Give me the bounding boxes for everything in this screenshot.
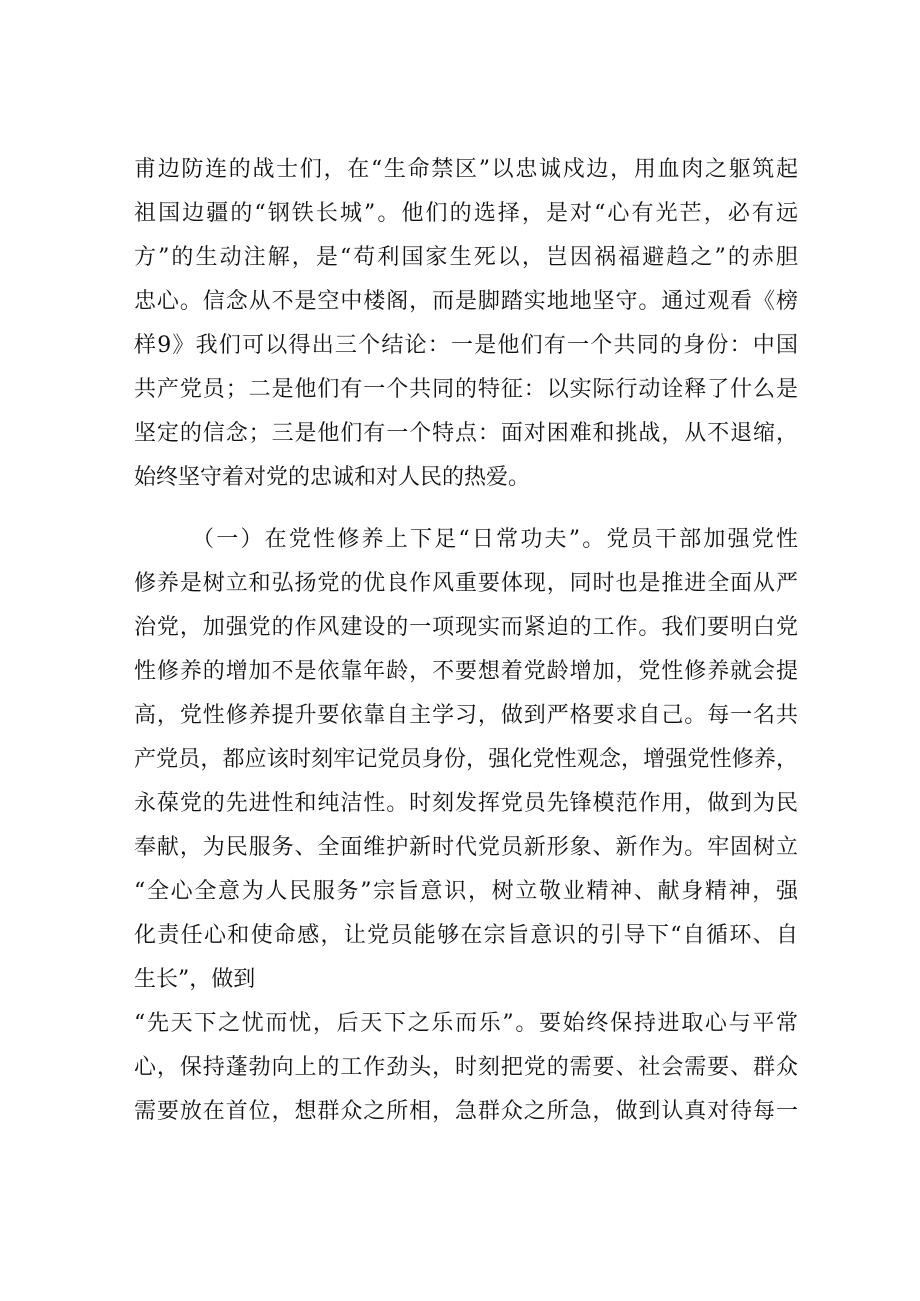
paragraph-line: 永葆党的先进性和纯洁性。时刻发挥党员先锋模范作用，做到为民 bbox=[134, 791, 798, 816]
paragraph-line: 产党员，都应该时刻牢记党员身份，强化党性观念，增强党性修养， bbox=[134, 747, 798, 772]
paragraph-line: 性修养的增加不是依靠年龄，不要想着党龄增加，党性修养就会提 bbox=[134, 659, 798, 684]
paragraph-line: 生长”，做到 bbox=[134, 967, 256, 992]
paragraph-line: 祖国边疆的“钢铁长城”。他们的选择，是对“心有光芒，必有远 bbox=[134, 201, 798, 226]
paragraph-2 bbox=[134, 518, 798, 1134]
paragraph-line: “全心全意为人民服务”宗旨意识，树立敬业精神、献身精神，强 bbox=[134, 879, 798, 904]
paragraph-line: 治党，加强党的作风建设的一项现实而紧迫的工作。我们要明白党 bbox=[134, 615, 798, 640]
paragraph-line: “先天下之忧而忧，后天下之乐而乐”。要始终保持进取心与平常 bbox=[134, 1011, 798, 1036]
paragraph-line: 样9》我们可以得出三个结论：一是他们有一个共同的身份：中国 bbox=[134, 333, 798, 358]
paragraph-line: 共产党员；二是他们有一个共同的特征：以实际行动诠释了什么是 bbox=[134, 377, 798, 402]
paragraph-line: 高，党性修养提升要依靠自主学习，做到严格要求自己。每一名共 bbox=[134, 703, 798, 728]
paragraph-line: 需要放在首位，想群众之所相，急群众之所急，做到认真对待每一 bbox=[134, 1099, 798, 1124]
paragraph-line: 坚定的信念；三是他们有一个特点：面对困难和挑战，从不退缩， bbox=[134, 421, 798, 446]
paragraph-1 bbox=[134, 148, 798, 500]
paragraph-line: 方”的生动注解，是“苟利国家生死以，岂因祸福避趋之”的赤胆 bbox=[134, 245, 798, 270]
paragraph-line: 心，保持蓬勃向上的工作劲头，时刻把党的需要、社会需要、群众 bbox=[134, 1055, 798, 1080]
paragraph-line: 忠心。信念从不是空中楼阁，而是脚踏实地地坚守。通过观看《榜 bbox=[134, 289, 798, 314]
paragraph-line: 修养是树立和弘扬党的优良作风重要体现，同时也是推进全面从严 bbox=[134, 571, 798, 596]
paragraph-line: 化责任心和使命感，让党员能够在宗旨意识的引导下“自循环、自 bbox=[134, 923, 798, 948]
paragraph-line: 甫边防连的战士们，在“生命禁区”以忠诚戍边，用血肉之躯筑起 bbox=[134, 157, 798, 182]
paragraph-line: 奉献，为民服务、全面维护新时代党员新形象、新作为。牢固树立 bbox=[134, 835, 798, 860]
paragraph-line: （一）在党性修养上下足“日常功夫”。党员干部加强党性 bbox=[192, 527, 798, 552]
paragraph-line: 始终坚守着对党的忠诚和对人民的热爱。 bbox=[134, 465, 531, 490]
